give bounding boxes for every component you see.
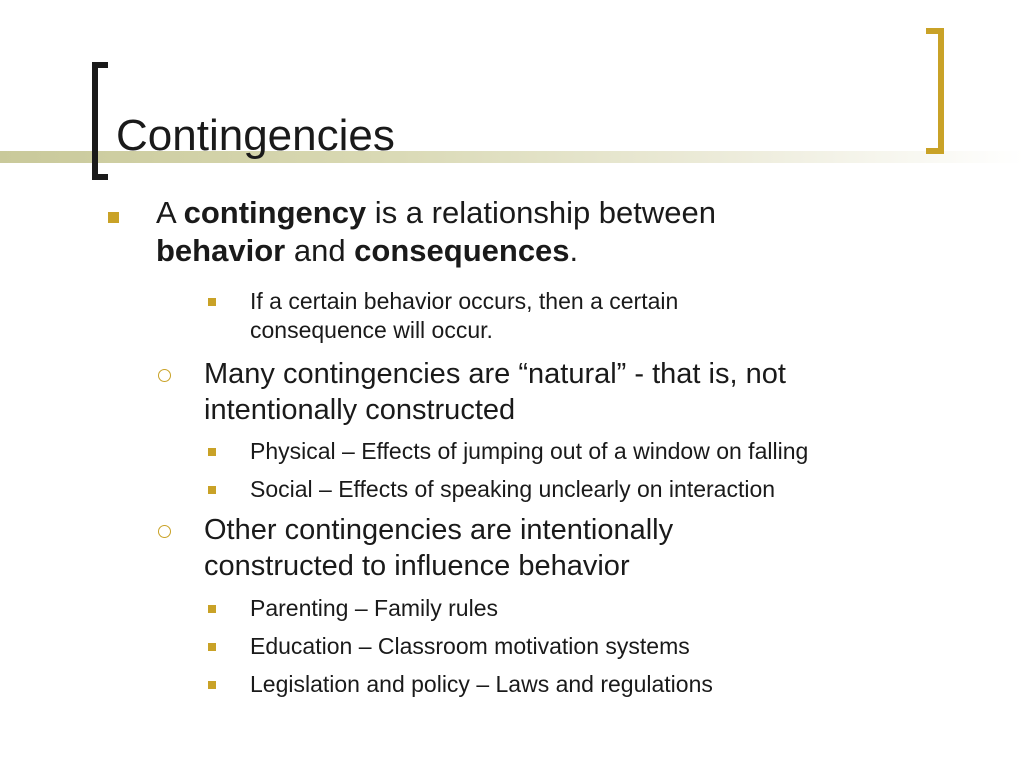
small-square-bullet-icon <box>208 605 216 613</box>
small-square-bullet-icon <box>208 643 216 651</box>
right-bracket-decoration <box>926 28 944 154</box>
left-bracket-decoration <box>92 62 108 180</box>
small-square-bullet-icon <box>208 298 216 306</box>
if-then-text: If a certain behavior occurs, then a certain consequence will occur. <box>250 288 679 343</box>
small-square-bullet-icon <box>208 681 216 689</box>
main-bullet-text <box>156 194 896 270</box>
parenting-example-text: Parenting – Family rules <box>250 595 498 621</box>
circle-bullet-icon <box>158 525 171 538</box>
small-square-bullet-icon <box>208 448 216 456</box>
term-behavior: behavior <box>156 233 286 268</box>
main-bullet-part2: is a relationship between <box>366 195 717 230</box>
education-example-text: Education – Classroom motivation systems <box>250 633 690 659</box>
constructed-contingencies-text: Other contingencies are intentionally constructed to influence behavior <box>204 514 674 582</box>
legislation-example-text: Legislation and policy – Laws and regulations <box>250 671 713 697</box>
main-bullet-part3: and <box>285 233 355 268</box>
physical-example-text: Physical – Effects of jumping out of a window on falling <box>250 438 809 464</box>
main-bullet-part4: . <box>569 233 579 268</box>
circle-bullet-icon <box>158 369 171 382</box>
social-example-text: Social – Effects of speaking unclearly on interaction <box>250 476 776 502</box>
term-contingency: contingency <box>183 195 367 230</box>
term-consequences: consequences <box>354 233 570 268</box>
main-bullet-part1: A <box>156 195 184 230</box>
square-bullet-icon <box>108 212 119 223</box>
small-square-bullet-icon <box>208 486 216 494</box>
natural-contingencies-text: Many contingencies are “natural” - that is, not intentionally constructed <box>204 358 786 426</box>
slide-title: Contingencies <box>116 111 395 160</box>
